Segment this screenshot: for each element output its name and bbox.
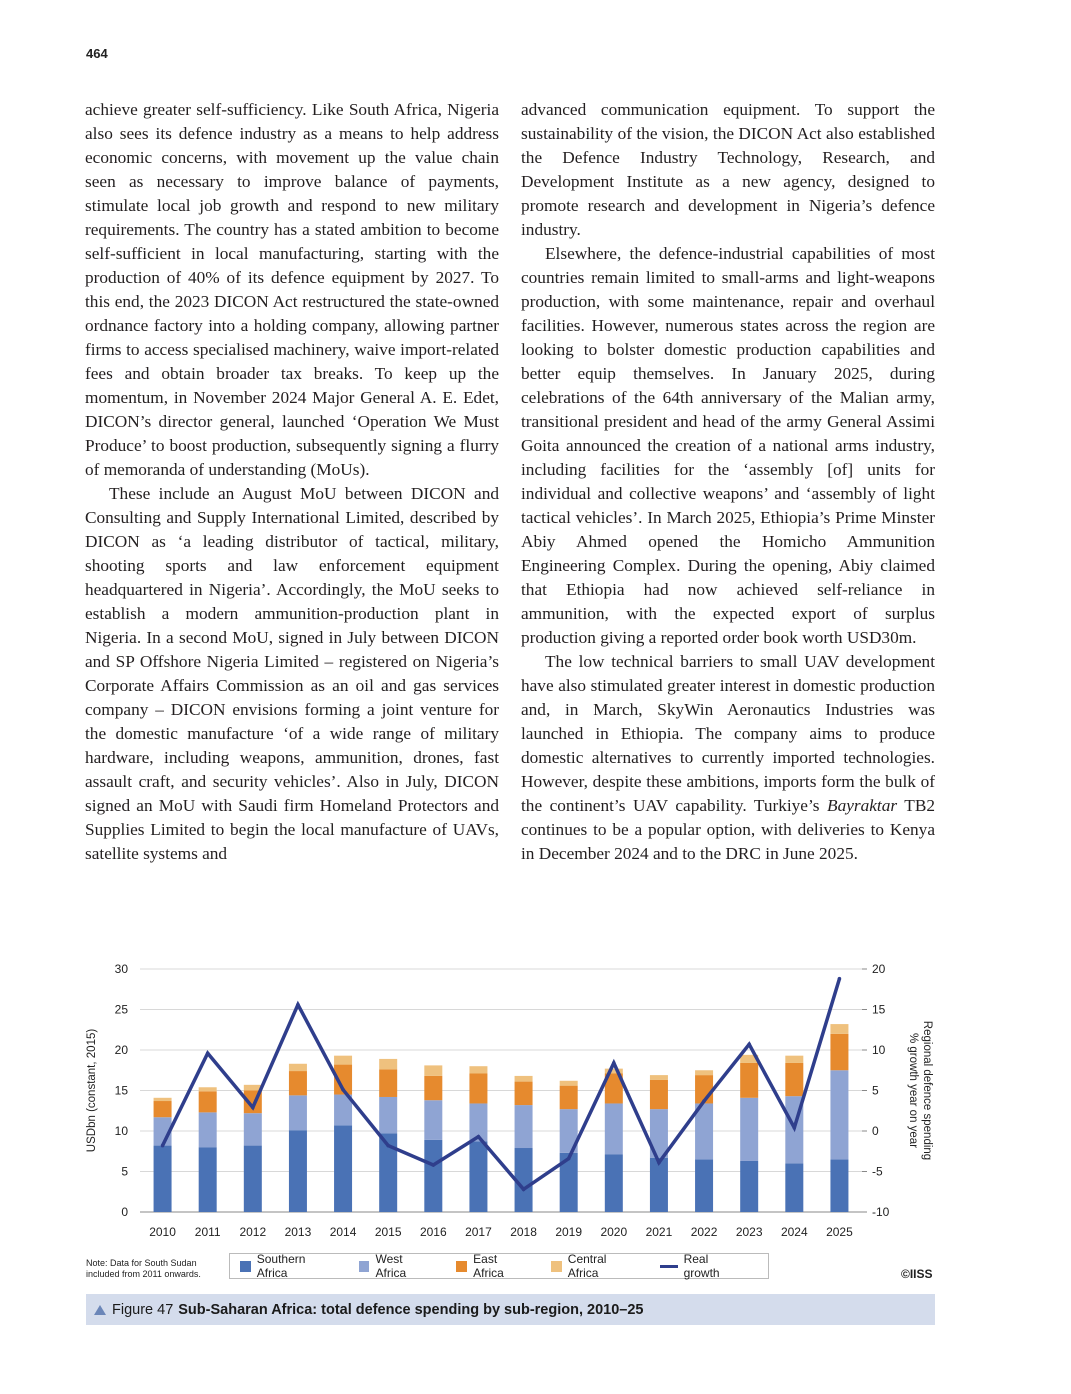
x-tick-label: 2021 [645, 1225, 673, 1239]
x-tick-label: 2010 [149, 1225, 176, 1239]
bar-segment [154, 1098, 172, 1101]
bar-segment [424, 1140, 442, 1212]
y2-tick-label: -10 [872, 1205, 890, 1219]
bar-segment [199, 1091, 217, 1112]
left-text-column [85, 98, 499, 866]
bar-segment [650, 1080, 668, 1109]
body-paragraph: Elsewhere, the defence-industrial capabilities of most countries remain limited to small-arms and light-weapons production, with some maintenance, repair and overhaul facilities. However, numerous states across the region are looking to bolster domestic production capabilities and better equip themselves. In January 2025, during celebrations of the 64th anniversary of the Malian army, transitional president and head of the army General Assimi Goita announced the creation of a national arms industry, including facilities for the ‘assembly [of] units for individual and collective weapons’ and ‘assembly of light tactical vehicles’. In March 2025, Ethiopia’s Prime Minster Abiy Ahmed opened the Homicho Ammunition Engineering Complex. During the opening, Abiy claimed that Ethiopia had now achieved self-reliance in ammunition, with the expected export of surplus production giving a reported order book worth USD30m. [521, 244, 935, 647]
bar-segment [334, 1125, 352, 1212]
body-paragraph [521, 650, 935, 866]
growth-point [838, 977, 842, 981]
triangle-icon [94, 1305, 106, 1315]
growth-point [161, 1144, 165, 1148]
y2-tick-label: 20 [872, 962, 886, 976]
x-tick-label: 2019 [555, 1225, 583, 1239]
bar-segment [740, 1161, 758, 1212]
bar-segment [605, 1154, 623, 1212]
y2-tick-label: 10 [872, 1043, 886, 1057]
caption-title: Sub-Saharan Africa: total defence spending by sub-region, 2010–25 [178, 1301, 644, 1318]
bar-segment [469, 1066, 487, 1073]
bar-segment [560, 1081, 578, 1086]
y2-axis-label: % growth year on year [907, 1032, 919, 1149]
bar-segment [830, 1034, 848, 1070]
chart-container [80, 955, 960, 1285]
chart-note: Note: Data for South Sudan included from 2011 onwards. [86, 1258, 201, 1279]
legend-label: West Africa [375, 1252, 407, 1280]
bar-segment [515, 1082, 533, 1105]
bar-segment [515, 1076, 533, 1082]
growth-point [793, 1126, 797, 1130]
y-tick-label: 5 [121, 1164, 128, 1179]
y2-tick-label: 5 [872, 1083, 879, 1098]
bar-segment [199, 1087, 217, 1091]
x-tick-label: 2016 [419, 1225, 447, 1239]
x-tick-label: 2014 [329, 1225, 357, 1239]
legend-line-swatch [660, 1265, 678, 1268]
x-tick-label: 2022 [690, 1225, 718, 1239]
bar-segment [379, 1069, 397, 1097]
growth-point [432, 1163, 436, 1167]
y2-axis-label: Regional defence spending [921, 1020, 933, 1161]
page-number: 464 [86, 46, 108, 61]
bar-segment [740, 1063, 758, 1098]
bar-segment [424, 1076, 442, 1100]
bar-segment [424, 1065, 442, 1076]
growth-point [251, 1106, 255, 1110]
x-tick-label: 2015 [374, 1225, 402, 1239]
legend-label: Real growth [683, 1252, 720, 1280]
legend-item-real-growth [660, 1252, 746, 1280]
legend-item-west-africa [359, 1252, 435, 1280]
bar-segment [154, 1146, 172, 1212]
bar-segment [785, 1063, 803, 1096]
paragraph-text: TB2 continues to be a popular option, with deliveries to Kenya in December 2024 and to the DRC in June 2025. [521, 796, 936, 863]
bar-segment [379, 1097, 397, 1133]
bar-segment [469, 1142, 487, 1212]
bar-segment [469, 1073, 487, 1103]
bar-segment [785, 1056, 803, 1063]
bar-segment [199, 1147, 217, 1212]
x-tick-label: 2023 [735, 1225, 763, 1239]
bar-segment [605, 1103, 623, 1154]
x-tick-label: 2018 [510, 1225, 537, 1239]
right-text-column [521, 98, 935, 866]
growth-point [612, 1061, 616, 1065]
growth-line [163, 979, 840, 1190]
y-tick-label: 25 [114, 1002, 128, 1017]
growth-point [386, 1144, 390, 1148]
legend-item-central-africa [551, 1252, 638, 1280]
x-tick-label: 2024 [780, 1225, 808, 1239]
body-paragraph: advanced communication equipment. To support the sustainability of the vision, the DICON Act also established the Defence Industry Technology, Research, and Development Institute as a new agency, designed to promote research and development in Nigeria’s defence industry. [521, 100, 935, 239]
copyright: ©IISS [901, 1267, 933, 1281]
bar-segment [289, 1064, 307, 1071]
bar-segment [830, 1070, 848, 1159]
bar-segment [244, 1146, 262, 1212]
growth-point [747, 1043, 751, 1047]
y2-tick-label: -5 [872, 1164, 883, 1179]
figure-caption [86, 1294, 935, 1325]
growth-point [206, 1051, 210, 1055]
bar-segment [830, 1159, 848, 1212]
legend-item-east-africa [456, 1252, 529, 1280]
growth-point [702, 1099, 706, 1103]
caption-prefix: Figure 47 [112, 1301, 174, 1318]
y-tick-label: 0 [121, 1205, 128, 1219]
bar-segment [289, 1095, 307, 1130]
bar-segment [154, 1101, 172, 1117]
chart-legend [229, 1253, 769, 1279]
bar-segment [515, 1105, 533, 1148]
bar-segment [424, 1100, 442, 1140]
bar-segment [695, 1159, 713, 1212]
legend-swatch [240, 1261, 251, 1272]
bar-segment [560, 1086, 578, 1109]
y-axis-label: USDbn (constant, 2015) [86, 1028, 98, 1153]
y2-tick-label: 15 [872, 1002, 886, 1017]
bar-segment [650, 1158, 668, 1212]
bar-segment [740, 1098, 758, 1161]
legend-label: Southern Africa [256, 1252, 306, 1280]
y-tick-label: 10 [114, 1124, 128, 1138]
italic-product-name: Bayraktar [827, 796, 898, 815]
y-tick-label: 30 [114, 962, 128, 976]
x-tick-label: 2013 [284, 1225, 312, 1239]
growth-point [522, 1188, 526, 1192]
x-tick-label: 2012 [239, 1225, 267, 1239]
y-tick-label: 20 [114, 1043, 128, 1057]
legend-item-southern-africa [240, 1252, 337, 1280]
legend-swatch [359, 1261, 370, 1272]
legend-swatch [456, 1261, 467, 1272]
bar-segment [695, 1070, 713, 1075]
bar-segment [244, 1113, 262, 1145]
body-paragraph: These include an August MoU between DICON and Consulting and Supply International Limited, described by DICON as ‘a leading distributor of tactical, military, shooting sports and law enforcement equipment headquartered in Nigeria’. Accordingly, the MoU seeks to establish a modern ammunition-production plant in Nigeria. In a second MoU, signed in July between DICON and SP Offshore Nigeria Limited – registered on Nigeria’s Corporate Affairs Commission as an oil and gas services company – DICON envisions forming a joint venture for the domestic manufacture ‘of a wide range of military hardware, including weapons, ammunition, drones, fast assault craft, and security vehicles’. Also in July, DICON signed an MoU with Saudi firm Homeland Protectors and Supplies Limited to begin the local manufacture of UAVs, satellite systems and [85, 484, 499, 863]
growth-point [477, 1135, 481, 1139]
body-paragraph: achieve greater self-sufficiency. Like South Africa, Nigeria also sees its defence industry as a means to help address economic concerns, with movement up the value chain seen as necessary to improve balance of payments, stimulate local job growth and respond to new military requirements. The country has a stated ambition to become self-sufficient in local manufacturing, starting with the production of 40% of its defence equipment by 2027. To this end, the 2023 DICON Act restructured the state-owned ordnance factory into a holding company, allowing partner firms to access specialised machinery, waive import-related fees and obtain broader tax breaks. To keep up the momentum, in November 2024 Major General A. E. Edet, DICON’s director general, launched ‘Operation We Must Produce’ to boost production, subsequently signing a flurry of memoranda of understanding (MoUs). [85, 100, 499, 479]
growth-point [657, 1161, 661, 1165]
y-tick-label: 15 [114, 1083, 128, 1098]
bar-segment [199, 1112, 217, 1147]
legend-label: East Africa [473, 1252, 504, 1280]
bar-segment [289, 1071, 307, 1095]
growth-point [341, 1088, 345, 1092]
bar-segment [830, 1024, 848, 1034]
defence-spending-chart [80, 955, 960, 1245]
bar-segment [289, 1130, 307, 1212]
paragraph-text: The low technical barriers to small UAV development have also stimulated greater interest in domestic production and, in March, SkyWin Aeronautics Industries was launched in Ethiopia. The company aims to produce domestic alternatives to currently imported technologies. However, despite these ambitions, imports form the bulk of the continent’s UAV capability. Turkiye’s [521, 652, 935, 815]
bar-segment [334, 1056, 352, 1065]
legend-swatch [551, 1261, 562, 1272]
x-tick-label: 2017 [465, 1225, 492, 1239]
growth-point [296, 1003, 300, 1007]
bar-segment [785, 1163, 803, 1212]
bar-segment [650, 1075, 668, 1080]
growth-point [567, 1157, 571, 1161]
bar-segment [379, 1059, 397, 1070]
legend-label: Central Africa [567, 1252, 607, 1280]
x-tick-label: 2025 [826, 1225, 853, 1239]
x-tick-label: 2020 [600, 1225, 628, 1239]
y2-tick-label: 0 [872, 1124, 879, 1138]
x-tick-label: 2011 [194, 1225, 221, 1239]
